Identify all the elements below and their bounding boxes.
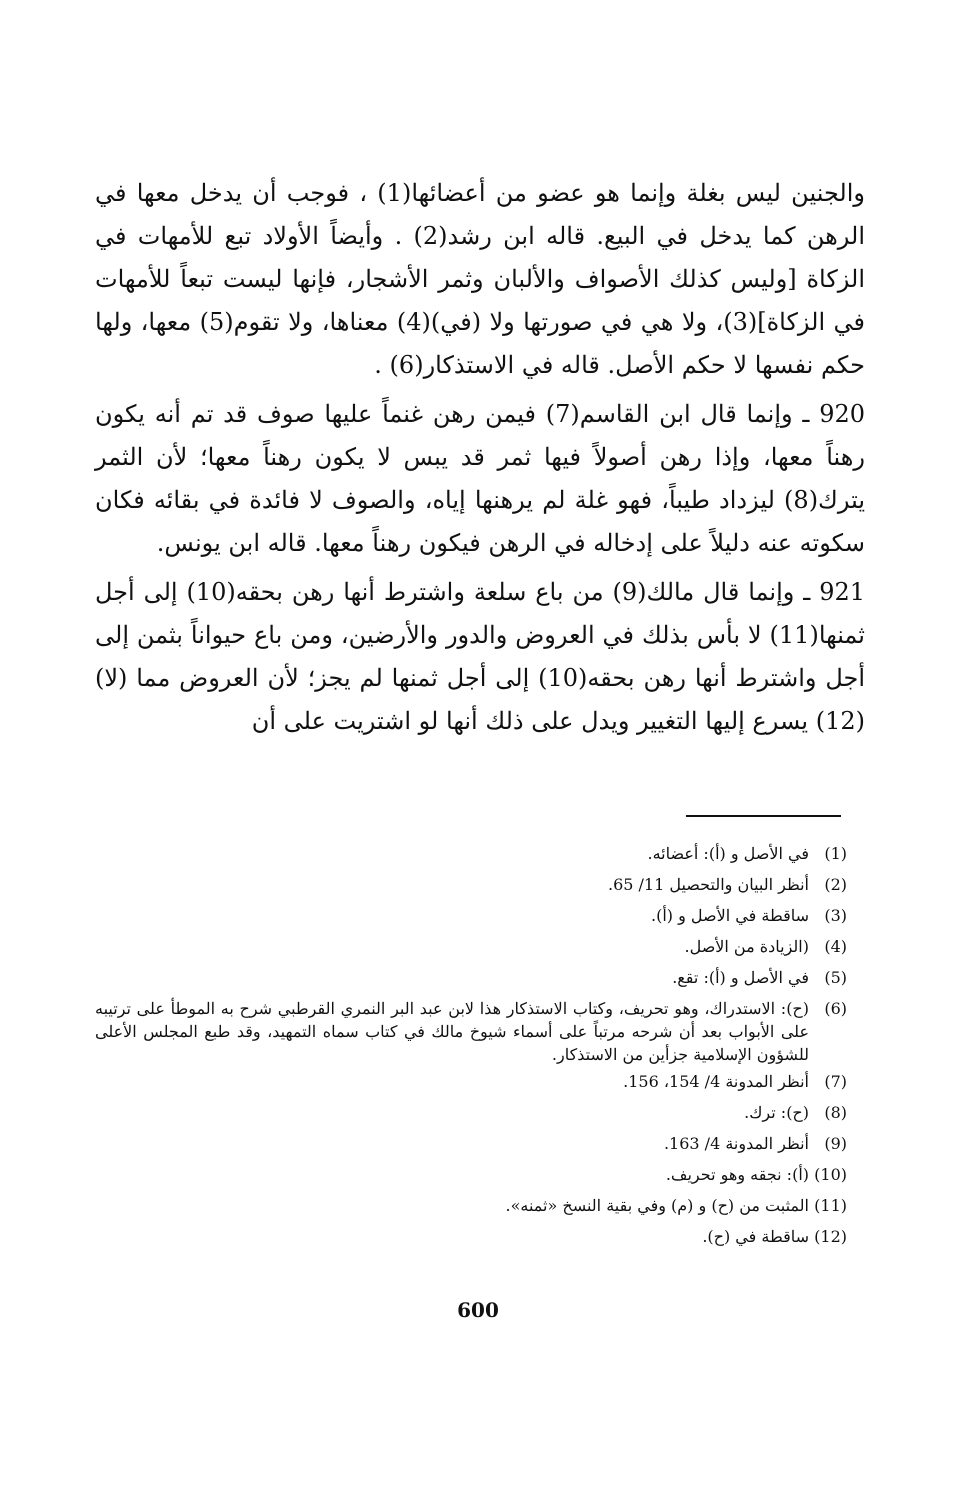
footnote-number: (4) (824, 937, 847, 956)
footnote (95, 869, 847, 900)
paragraph-text: 920 ـ وإنما قال ابن القاسم(7) فيمن رهن غنماً عليها صوف قد تم أنه يكون رهناً معها، وإذا رهن أصولاً فيها ثمر قد يبس لا يكون رهناً معها؛ لأن الثمر يترك(8) ليزداد طيباً، فهو غلة لم يرهنها إياه، والصوف لا فائدة في بقائه فكان سكوته عنه دليلاً على إدخاله في الرهن فيكون رهناً معها. قاله ابن يونس. (95, 400, 865, 557)
footnote (95, 1128, 847, 1159)
footnote-number: (12) (814, 1227, 847, 1246)
footnote-text: ساقطة في (ح). (702, 1227, 809, 1246)
footnote (95, 1159, 847, 1190)
footnote (95, 1221, 847, 1252)
main-text (95, 172, 865, 743)
footnote (95, 900, 847, 931)
footnote (95, 1097, 847, 1128)
footnote-separator (686, 815, 841, 817)
footnote (95, 1066, 847, 1097)
footnote-number: (3) (824, 906, 847, 925)
footnote-text: في الأصل و (أ): أعضائه. (647, 844, 809, 863)
footnote (95, 993, 847, 1066)
paragraph-text: 921 ـ وإنما قال مالك(9) من باع سلعة واشترط أنها رهن بحقه(10) إلى أجل ثمنها(11) لا بأس بذلك في العروض والدور والأرضين، ومن باع حيواناً بثمن إلى أجل واشترط أنها رهن بحقه(10) إلى أجل ثمنها لم يجز؛ لأن العروض مما (لا)(12) يسرع إليها التغيير ويدل على ذلك أنها لو اشتريت على أن (95, 578, 865, 735)
footnote (95, 962, 847, 993)
paragraph-text: والجنين ليس بغلة وإنما هو عضو من أعضائها(1) ، فوجب أن يدخل معها في الرهن كما يدخل في البيع. قاله ابن رشد(2) . وأيضاً الأولاد تبع للأمهات في الزكاة [وليس كذلك الأصواف والألبان وثمر الأشجار، فإنها ليست تبعاً للأمهات في الزكاة](3)، ولا هي في صورتها ولا (في)(4) معناها، ولا تقوم(5) معها، ولها حكم نفسها لا حكم الأصل. قاله في الاستذكار(6) . (95, 179, 866, 379)
footnote-text: (ح): الاستدراك، وهو تحريف، وكتاب الاستذكار هذا لابن عبد البر النمري القرطبي شرح به الموطأ على ترتيبه على الأبواب بعد أن شرحه مرتباً على أسماء شيوخ مالك في كتاب سماه التمهيد، وقد طبع المجلس الأعلى للشؤون الإسلامية جزأين من الاستذكار. (95, 999, 809, 1064)
footnote-text: أنظر المدونة 4/ 163. (663, 1134, 809, 1153)
footnote-text: المثبت من (ح) و (م) وفي بقية النسخ «ثمنه». (505, 1196, 809, 1215)
footnote-number: (9) (824, 1134, 847, 1153)
page-number: 600 (457, 1298, 499, 1322)
footnote (95, 838, 847, 869)
footnote-text: أنظر المدونة 4/ 154، 156. (623, 1072, 809, 1091)
footnote-number: (7) (824, 1072, 847, 1091)
footnote-text: (الزيادة من الأصل. (684, 937, 809, 956)
footnote (95, 1190, 847, 1221)
footnote-number: (6) (824, 999, 847, 1018)
paragraph-921 (95, 571, 865, 743)
footnote (95, 931, 847, 962)
footnote-number: (1) (824, 844, 847, 863)
footnote-text: في الأصل و (أ): تقع. (672, 968, 809, 987)
footnote-number: (8) (824, 1103, 847, 1122)
footnote-text: (ح): ترك. (744, 1103, 809, 1122)
paragraph-920 (95, 393, 865, 565)
footnote-text: أنظر البيان والتحصيل 11/ 65. (607, 875, 809, 894)
footnote-number: (2) (824, 875, 847, 894)
footnote-number: (10) (814, 1165, 847, 1184)
footnote-number: (11) (814, 1196, 847, 1215)
footnote-text: ساقطة في الأصل و (أ). (651, 906, 809, 925)
paragraph-continuation (95, 172, 865, 387)
footnotes (95, 838, 847, 1252)
footnote-text: (أ): نجقه وهو تحريف. (665, 1165, 809, 1184)
footnote-number: (5) (824, 968, 847, 987)
